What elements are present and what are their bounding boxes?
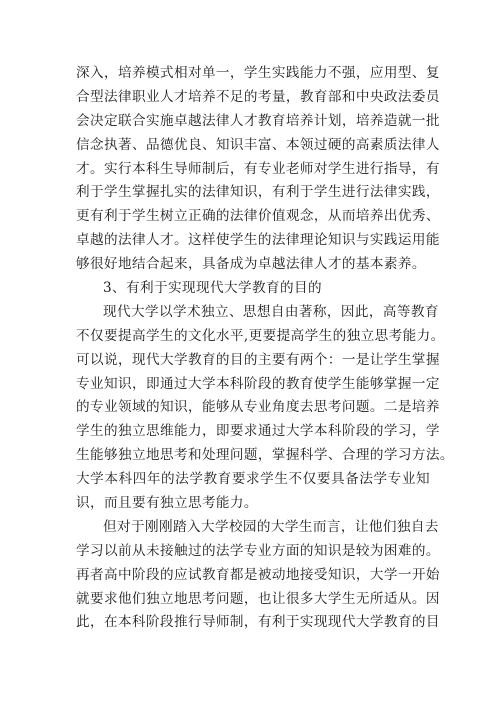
text-line: 利于学生掌握扎实的法律知识，有利于学生进行法律实践， bbox=[76, 184, 440, 201]
text-line: 更有利于学生树立正确的法律价值观念，从而培养出优秀、 bbox=[76, 208, 440, 225]
text-line: 信念执著、品德优良、知识丰富、本领过硬的高素质法律人 bbox=[76, 136, 440, 153]
paragraph-new-students bbox=[76, 516, 440, 635]
text-line: 专业知识，即通过大学本科阶段的教育使学生能够掌握一定 bbox=[76, 375, 440, 392]
paragraph-training-mode bbox=[76, 62, 440, 277]
text-line: 识，而且要有独立思考能力。 bbox=[76, 495, 258, 512]
text-line: 再者高中阶段的应试教育都是被动地接受知识，大学一开始 bbox=[76, 566, 440, 583]
text-line: 不仅要提高学生的文化水平,更要提高学生的独立思考能力。 bbox=[76, 327, 445, 344]
text-line: 才。实行本科生导师制后，有专业老师对学生进行指导，有 bbox=[76, 160, 440, 177]
text-line: 就要求他们独立地思考问题，也让很多大学生无所适从。因 bbox=[76, 590, 440, 607]
text-line: 现代大学以学术独立、思想自由著称，因此，高等教育 bbox=[103, 303, 439, 320]
text-line: 够很好地结合起来，具备成为卓越法律人才的基本素养。 bbox=[76, 256, 426, 273]
text-line: 大学本科四年的法学教育要求学生不仅要具备法学专业知 bbox=[76, 471, 430, 488]
text-line: 卓越的法律人才。这样使学生的法律理论知识与实践运用能 bbox=[76, 232, 440, 249]
section-heading-3 bbox=[76, 277, 430, 301]
text-line: 的专业领域的知识，能够从专业角度去思考问题。二是培养 bbox=[76, 399, 440, 416]
text-line: 可以说，现代大学教育的目的主要有两个：一是让学生掌握 bbox=[76, 351, 440, 368]
text-line: 合型法律职业人才培养不足的考量，教育部和中央政法委员 bbox=[76, 88, 440, 105]
text-line: 会决定联合实施卓越法律人才教育培养计划，培养造就一批 bbox=[76, 112, 440, 129]
text-line: 深入，培养模式相对单一，学生实践能力不强，应用型、复 bbox=[76, 65, 440, 81]
paragraph-university-goals bbox=[76, 301, 454, 516]
text-line: 生能够独立地思考和处理问题，掌握科学、合理的学习方法。 bbox=[76, 447, 454, 464]
text-line: 学生的独立思维能力，即要求通过大学本科阶段的学习，学 bbox=[76, 423, 440, 440]
text-line: 但对于刚刚踏入大学校园的大学生而言，让他们独自去 bbox=[103, 518, 439, 535]
text-line: 此，在本科阶段推行导师制，有利于实现现代大学教育的目 bbox=[76, 614, 440, 631]
section-heading-text: 3、有利于实现现代大学教育的目的 bbox=[103, 280, 322, 297]
text-line: 学习以前从未接触过的法学专业方面的知识是较为困难的。 bbox=[76, 542, 440, 559]
document-body bbox=[76, 62, 454, 635]
